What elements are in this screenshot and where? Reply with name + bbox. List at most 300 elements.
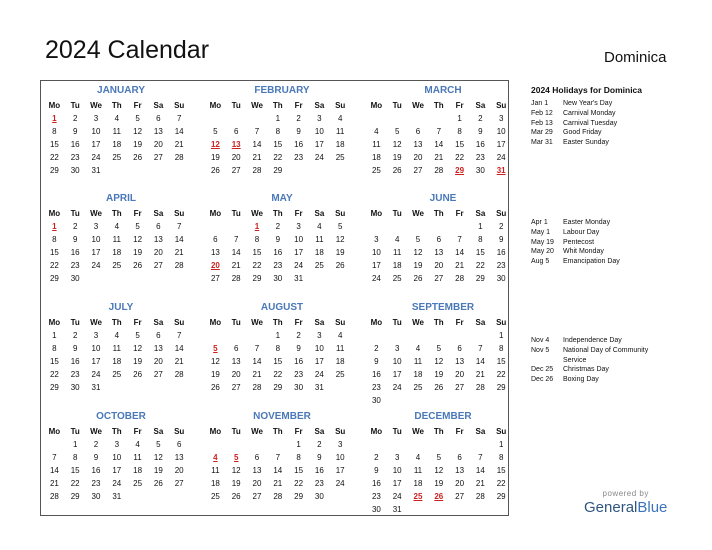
day-cell[interactable]: 15 [294,466,304,475]
day-cell[interactable]: 20 [252,479,262,488]
day-cell[interactable]: 7 [436,127,442,136]
day-cell[interactable]: 23 [314,479,324,488]
day-cell[interactable]: 17 [496,140,506,149]
day-cell[interactable]: 21 [475,370,485,379]
day-cell[interactable]: 14 [475,357,485,366]
day-cell[interactable]: 1 [296,440,301,449]
day-cell[interactable]: 22 [294,479,304,488]
day-cell[interactable]: 6 [233,127,239,136]
day-cell[interactable]: 2 [72,222,78,231]
day-cell[interactable]: 21 [49,479,59,488]
day-cell[interactable]: 29 [70,492,80,501]
day-cell[interactable]: 7 [176,114,182,123]
day-cell[interactable]: 18 [210,479,220,488]
day-cell[interactable]: 21 [434,153,444,162]
day-cell[interactable]: 15 [273,140,283,149]
day-cell[interactable]: 8 [254,235,260,244]
day-cell[interactable]: 10 [314,127,324,136]
day-cell[interactable]: 14 [174,235,184,244]
day-cell[interactable]: 20 [153,140,163,149]
day-cell[interactable]: 6 [233,344,239,353]
day-cell[interactable]: 16 [371,479,381,488]
day-cell[interactable]: 15 [475,248,485,257]
day-cell[interactable]: 27 [210,274,220,283]
day-cell[interactable]: 23 [294,370,304,379]
day-cell[interactable]: 22 [455,153,465,162]
day-cell[interactable]: 7 [254,127,260,136]
day-cell[interactable]: 10 [91,344,101,353]
day-cell[interactable]: 3 [394,453,400,462]
day-cell[interactable]: 27 [413,166,423,175]
day-cell[interactable]: 31 [112,492,122,501]
day-cell[interactable]: 4 [114,331,120,340]
day-cell[interactable]: 25 [112,153,122,162]
day-cell[interactable]: 18 [112,140,122,149]
day-cell[interactable]: 26 [153,479,163,488]
day-cell[interactable]: 31 [314,383,324,392]
day-cell[interactable]: 28 [174,370,184,379]
day-cell[interactable]: 12 [413,248,423,257]
day-cell[interactable]: 20 [455,479,465,488]
day-cell[interactable]: 14 [252,357,262,366]
day-cell[interactable]: 26 [392,166,402,175]
day-cell[interactable]: 13 [434,248,444,257]
day-cell[interactable]: 18 [133,466,143,475]
day-cell[interactable]: 31 [294,274,304,283]
day-cell[interactable]: 17 [91,140,101,149]
day-cell[interactable]: 13 [252,466,262,475]
holiday-day[interactable]: 5 [233,453,239,462]
day-cell[interactable]: 7 [176,331,182,340]
day-cell[interactable]: 10 [392,357,402,366]
day-cell[interactable]: 23 [70,261,80,270]
day-cell[interactable]: 26 [434,383,444,392]
day-cell[interactable]: 29 [49,274,59,283]
day-cell[interactable]: 16 [70,248,80,257]
day-cell[interactable]: 2 [93,440,99,449]
day-cell[interactable]: 19 [153,466,163,475]
day-cell[interactable]: 2 [296,331,301,340]
day-cell[interactable]: 23 [371,383,381,392]
day-cell[interactable]: 30 [294,383,304,392]
day-cell[interactable]: 11 [112,344,121,353]
day-cell[interactable]: 27 [455,383,465,392]
day-cell[interactable]: 13 [413,140,423,149]
day-cell[interactable]: 23 [70,153,80,162]
day-cell[interactable]: 8 [296,453,301,462]
holiday-day[interactable]: 29 [455,166,465,175]
day-cell[interactable]: 13 [455,466,465,475]
day-cell[interactable]: 16 [371,370,381,379]
day-cell[interactable]: 3 [394,344,400,353]
day-cell[interactable]: 20 [174,466,184,475]
day-cell[interactable]: 26 [335,261,345,270]
day-cell[interactable]: 27 [252,492,262,501]
day-cell[interactable]: 10 [392,466,402,475]
day-cell[interactable]: 5 [436,453,442,462]
day-cell[interactable]: 18 [413,370,423,379]
day-cell[interactable]: 20 [413,153,423,162]
day-cell[interactable]: 17 [335,466,345,475]
day-cell[interactable]: 4 [114,114,120,123]
day-cell[interactable]: 1 [498,440,504,449]
day-cell[interactable]: 15 [496,357,506,366]
day-cell[interactable]: 10 [335,453,345,462]
day-cell[interactable]: 7 [233,235,239,244]
day-cell[interactable]: 14 [455,248,465,257]
day-cell[interactable]: 10 [294,235,304,244]
day-cell[interactable]: 14 [174,127,184,136]
day-cell[interactable]: 24 [496,153,506,162]
day-cell[interactable]: 5 [436,344,442,353]
day-cell[interactable]: 7 [457,235,462,244]
day-cell[interactable]: 23 [70,370,80,379]
day-cell[interactable]: 13 [153,127,163,136]
day-cell[interactable]: 24 [91,261,101,270]
day-cell[interactable]: 2 [498,222,504,231]
day-cell[interactable]: 7 [176,222,182,231]
day-cell[interactable]: 10 [371,248,381,257]
day-cell[interactable]: 13 [174,453,184,462]
day-cell[interactable]: 22 [49,261,59,270]
day-cell[interactable]: 23 [371,492,381,501]
day-cell[interactable]: 3 [374,235,379,244]
day-cell[interactable]: 17 [294,248,304,257]
day-cell[interactable]: 17 [371,261,381,270]
day-cell[interactable]: 27 [153,370,163,379]
day-cell[interactable]: 28 [49,492,59,501]
day-cell[interactable]: 7 [52,453,57,462]
day-cell[interactable]: 20 [231,370,241,379]
day-cell[interactable]: 6 [156,331,161,340]
day-cell[interactable]: 4 [415,453,421,462]
day-cell[interactable]: 29 [49,166,59,175]
day-cell[interactable]: 15 [455,140,465,149]
day-cell[interactable]: 11 [133,453,142,462]
day-cell[interactable]: 25 [314,261,324,270]
day-cell[interactable]: 11 [393,248,402,257]
day-cell[interactable]: 29 [252,274,262,283]
day-cell[interactable]: 31 [392,505,402,514]
day-cell[interactable]: 16 [314,466,324,475]
day-cell[interactable]: 28 [252,166,262,175]
day-cell[interactable]: 19 [133,140,143,149]
day-cell[interactable]: 4 [415,344,421,353]
day-cell[interactable]: 12 [133,235,143,244]
day-cell[interactable]: 5 [135,114,140,123]
day-cell[interactable]: 10 [91,235,101,244]
day-cell[interactable]: 2 [374,453,379,462]
day-cell[interactable]: 1 [275,331,281,340]
day-cell[interactable]: 30 [91,492,101,501]
day-cell[interactable]: 27 [231,166,241,175]
day-cell[interactable]: 5 [337,222,343,231]
day-cell[interactable]: 9 [478,127,483,136]
day-cell[interactable]: 19 [335,248,345,257]
day-cell[interactable]: 15 [49,140,59,149]
day-cell[interactable]: 25 [112,370,122,379]
day-cell[interactable]: 4 [317,222,322,231]
day-cell[interactable]: 13 [210,248,220,257]
day-cell[interactable]: 28 [475,383,485,392]
day-cell[interactable]: 21 [475,479,485,488]
day-cell[interactable]: 22 [273,153,283,162]
day-cell[interactable]: 25 [335,370,345,379]
day-cell[interactable]: 28 [252,383,262,392]
day-cell[interactable]: 18 [335,140,345,149]
day-cell[interactable]: 29 [475,274,485,283]
holiday-day[interactable]: 26 [434,492,444,501]
day-cell[interactable]: 19 [392,153,402,162]
day-cell[interactable]: 7 [275,453,281,462]
day-cell[interactable]: 2 [72,114,78,123]
day-cell[interactable]: 18 [112,248,122,257]
day-cell[interactable]: 20 [153,357,163,366]
day-cell[interactable]: 4 [114,222,120,231]
brand-logo[interactable] [584,489,667,516]
day-cell[interactable]: 23 [294,153,304,162]
day-cell[interactable]: 22 [496,370,506,379]
day-cell[interactable]: 11 [336,344,345,353]
day-cell[interactable]: 6 [176,440,182,449]
day-cell[interactable]: 2 [478,114,483,123]
day-cell[interactable]: 30 [496,274,506,283]
day-cell[interactable]: 15 [49,357,59,366]
day-cell[interactable]: 8 [275,127,281,136]
day-cell[interactable]: 27 [455,492,465,501]
day-cell[interactable]: 5 [213,127,218,136]
day-cell[interactable]: 27 [231,383,241,392]
day-cell[interactable]: 16 [91,466,101,475]
day-cell[interactable]: 25 [413,383,423,392]
day-cell[interactable]: 25 [133,479,143,488]
day-cell[interactable]: 19 [210,153,220,162]
day-cell[interactable]: 20 [455,370,465,379]
day-cell[interactable]: 26 [133,153,143,162]
day-cell[interactable]: 29 [496,383,506,392]
day-cell[interactable]: 12 [153,453,163,462]
day-cell[interactable]: 13 [455,357,465,366]
day-cell[interactable]: 8 [457,127,462,136]
day-cell[interactable]: 9 [72,344,78,353]
day-cell[interactable]: 26 [231,492,241,501]
day-cell[interactable]: 19 [434,370,444,379]
day-cell[interactable]: 18 [112,357,122,366]
day-cell[interactable]: 20 [434,261,444,270]
day-cell[interactable]: 6 [436,235,442,244]
day-cell[interactable]: 17 [314,357,324,366]
day-cell[interactable]: 24 [91,153,101,162]
day-cell[interactable]: 16 [294,357,304,366]
day-cell[interactable]: 3 [337,440,343,449]
day-cell[interactable]: 9 [498,235,504,244]
day-cell[interactable]: 14 [475,466,485,475]
day-cell[interactable]: 26 [210,166,220,175]
day-cell[interactable]: 9 [374,466,379,475]
day-cell[interactable]: 1 [498,331,504,340]
day-cell[interactable]: 28 [174,261,184,270]
day-cell[interactable]: 19 [434,479,444,488]
day-cell[interactable]: 9 [296,127,301,136]
day-cell[interactable]: 26 [133,370,143,379]
day-cell[interactable]: 3 [317,331,322,340]
day-cell[interactable]: 24 [112,479,122,488]
day-cell[interactable]: 8 [72,453,78,462]
holiday-day[interactable]: 13 [231,140,241,149]
day-cell[interactable]: 24 [314,153,324,162]
day-cell[interactable]: 22 [70,479,80,488]
day-cell[interactable]: 31 [91,383,101,392]
day-cell[interactable]: 24 [335,479,345,488]
day-cell[interactable]: 19 [210,370,220,379]
day-cell[interactable]: 21 [174,140,184,149]
day-cell[interactable]: 6 [457,344,462,353]
day-cell[interactable]: 3 [296,222,301,231]
day-cell[interactable]: 16 [496,248,506,257]
day-cell[interactable]: 25 [371,166,381,175]
day-cell[interactable]: 22 [496,479,506,488]
day-cell[interactable]: 21 [252,153,262,162]
day-cell[interactable]: 19 [133,248,143,257]
day-cell[interactable]: 11 [112,235,121,244]
day-cell[interactable]: 1 [52,331,57,340]
day-cell[interactable]: 26 [210,383,220,392]
day-cell[interactable]: 3 [317,114,322,123]
day-cell[interactable]: 14 [49,466,59,475]
day-cell[interactable]: 21 [174,248,184,257]
day-cell[interactable]: 5 [394,127,400,136]
day-cell[interactable]: 7 [478,344,483,353]
day-cell[interactable]: 6 [156,222,161,231]
day-cell[interactable]: 17 [392,370,402,379]
day-cell[interactable]: 24 [294,261,304,270]
day-cell[interactable]: 5 [415,235,421,244]
day-cell[interactable]: 12 [392,140,402,149]
day-cell[interactable]: 6 [213,235,218,244]
day-cell[interactable]: 24 [392,492,402,501]
day-cell[interactable]: 1 [457,114,462,123]
day-cell[interactable]: 4 [394,235,400,244]
day-cell[interactable]: 23 [496,261,506,270]
day-cell[interactable]: 2 [374,344,379,353]
day-cell[interactable]: 24 [392,383,402,392]
day-cell[interactable]: 14 [231,248,241,257]
day-cell[interactable]: 3 [498,114,504,123]
day-cell[interactable]: 15 [252,248,262,257]
day-cell[interactable]: 30 [475,166,485,175]
day-cell[interactable]: 17 [91,248,101,257]
day-cell[interactable]: 10 [112,453,122,462]
day-cell[interactable]: 27 [153,153,163,162]
day-cell[interactable]: 3 [114,440,120,449]
day-cell[interactable]: 15 [496,466,506,475]
day-cell[interactable]: 9 [72,235,78,244]
holiday-day[interactable]: 1 [52,114,57,123]
day-cell[interactable]: 29 [273,166,283,175]
day-cell[interactable]: 25 [392,274,402,283]
day-cell[interactable]: 29 [294,492,304,501]
day-cell[interactable]: 6 [415,127,421,136]
day-cell[interactable]: 11 [372,140,381,149]
day-cell[interactable]: 8 [52,344,57,353]
day-cell[interactable]: 24 [91,370,101,379]
day-cell[interactable]: 28 [231,274,241,283]
day-cell[interactable]: 17 [392,479,402,488]
day-cell[interactable]: 21 [231,261,241,270]
day-cell[interactable]: 30 [70,274,80,283]
day-cell[interactable]: 20 [231,153,241,162]
day-cell[interactable]: 22 [273,370,283,379]
day-cell[interactable]: 17 [112,466,122,475]
day-cell[interactable]: 8 [275,344,281,353]
day-cell[interactable]: 13 [153,235,163,244]
day-cell[interactable]: 15 [70,466,80,475]
day-cell[interactable]: 1 [275,114,281,123]
day-cell[interactable]: 30 [70,383,80,392]
day-cell[interactable]: 2 [317,440,322,449]
day-cell[interactable]: 14 [252,140,262,149]
holiday-day[interactable]: 1 [254,222,260,231]
day-cell[interactable]: 18 [413,479,423,488]
day-cell[interactable]: 30 [314,492,324,501]
holiday-day[interactable]: 1 [52,222,57,231]
day-cell[interactable]: 22 [49,153,59,162]
day-cell[interactable]: 11 [112,127,121,136]
day-cell[interactable]: 22 [252,261,262,270]
day-cell[interactable]: 6 [156,114,161,123]
holiday-day[interactable]: 20 [210,261,220,270]
day-cell[interactable]: 16 [294,140,304,149]
day-cell[interactable]: 3 [93,222,99,231]
day-cell[interactable]: 18 [335,357,345,366]
day-cell[interactable]: 21 [174,357,184,366]
day-cell[interactable]: 12 [133,127,143,136]
day-cell[interactable]: 31 [91,166,101,175]
day-cell[interactable]: 24 [314,370,324,379]
day-cell[interactable]: 20 [153,248,163,257]
day-cell[interactable]: 16 [475,140,485,149]
day-cell[interactable]: 23 [475,153,485,162]
day-cell[interactable]: 29 [273,383,283,392]
day-cell[interactable]: 12 [210,357,220,366]
day-cell[interactable]: 30 [371,505,381,514]
day-cell[interactable]: 11 [413,466,423,475]
day-cell[interactable]: 4 [135,440,140,449]
day-cell[interactable]: 22 [475,261,485,270]
day-cell[interactable]: 27 [434,274,444,283]
day-cell[interactable]: 5 [156,440,161,449]
day-cell[interactable]: 16 [70,140,80,149]
holiday-day[interactable]: 31 [496,166,506,175]
day-cell[interactable]: 28 [273,492,283,501]
day-cell[interactable]: 29 [49,383,59,392]
day-cell[interactable]: 25 [112,261,122,270]
day-cell[interactable]: 9 [317,453,322,462]
day-cell[interactable]: 21 [455,261,465,270]
day-cell[interactable]: 12 [133,344,143,353]
day-cell[interactable]: 17 [314,140,324,149]
day-cell[interactable]: 29 [496,492,506,501]
day-cell[interactable]: 13 [153,344,163,353]
day-cell[interactable]: 10 [314,344,324,353]
day-cell[interactable]: 22 [49,370,59,379]
day-cell[interactable]: 19 [231,479,241,488]
day-cell[interactable]: 12 [335,235,345,244]
day-cell[interactable]: 19 [413,261,423,270]
day-cell[interactable]: 2 [296,114,301,123]
day-cell[interactable]: 27 [153,261,163,270]
day-cell[interactable]: 4 [337,331,343,340]
